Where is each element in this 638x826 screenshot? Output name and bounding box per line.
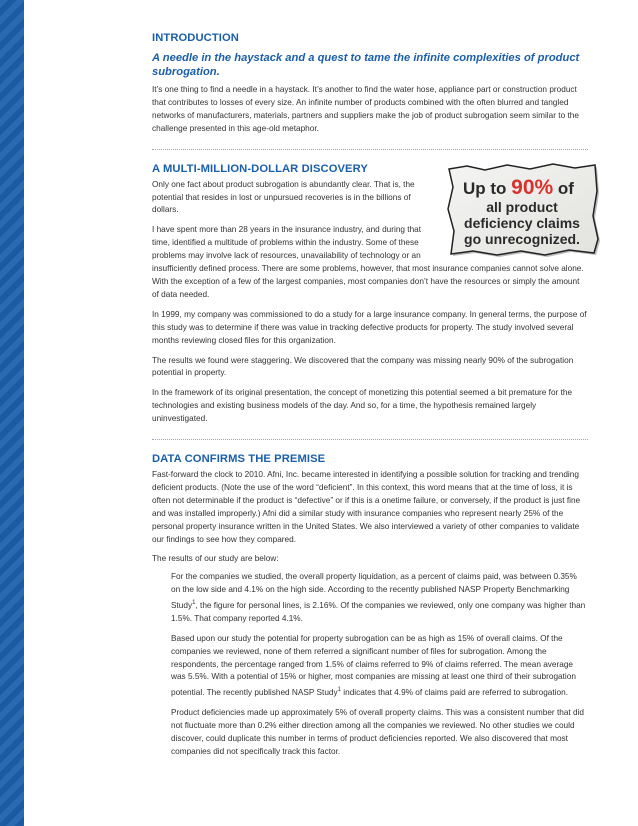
result-text: For the companies we studied, the overall property liquidation, as a percent of claims paid, was between 0.35% on the low side and 4.1% on the high side. According to the recently published NASP Property Benchmarking Study: [171, 572, 577, 610]
callout-line-2: all product: [486, 198, 558, 215]
result-item: [171, 707, 588, 759]
premise-heading: DATA CONFIRMS THE PREMISE: [152, 453, 326, 466]
section-divider: [152, 439, 588, 440]
results-list: [171, 571, 588, 758]
discovery-paragraph-1: Only one fact about product subrogation is abundantly clear. That is, the potential that resides in lost or unpursued recoveries is in the billions of dollars.: [152, 179, 415, 215]
result-text: Product deficiencies made up approximately 5% of overall property claims. This was a consistent number that did not fluctuate more than 0.2% either direction among all the companies we reviewed. No other studies we could discover, could duplicate this number in terms of product deficiencies reported. We also discovered that most companies did not specifically track this factor.: [171, 708, 585, 756]
result-text: , the figure for personal lines, is 2.16%. Of the companies we reviewed, only one company was higher than 1.5%. That company reported 4.1%.: [171, 600, 586, 623]
article-content: [152, 32, 588, 759]
result-item: [171, 633, 588, 700]
callout-percent: 90%: [511, 175, 554, 199]
discovery-paragraph-2: I have spent more than 28 years in the insurance industry, and during that time, identified a multitude of problems within the industry. Some of these problems may involve lack of resources, unavailability of technology or an insufficiently defined process. There are some problems, however, that most insurance companies cannot solve alone. With the exception of a few of the largest companies, most companies don’t have the resources or simply the amount of data needed.: [152, 225, 584, 299]
callout-up-to: Up to: [463, 178, 512, 198]
premise-paragraph-1: Fast-forward the clock to 2010. Afni, Inc. became interested in identifying a possible solution for tracking and trending deficient products. (Note the use of the word “deficient”. In this context, this word means that at the time of loss, it is often not determinable if the product is “defective” or if this is a onetime failure, or conversely, if the product is just fine and was installed improperly.) Afni did a similar study with insurance companies who represent nearly 25% of the personal property insurance written in the United States. We also interviewed a variety of other companies to validate our findings to see how they compared.: [152, 470, 581, 544]
intro-subheading: A needle in the haystack and a quest to tame the infinite complexities of product subrogation.: [152, 52, 580, 78]
footnote-ref: 1: [337, 687, 341, 694]
svg-text:Up to 90% of: [463, 176, 574, 199]
callout-line-4: go unrecognized.: [464, 230, 580, 247]
discovery-section: [152, 175, 588, 426]
discovery-paragraph-5: In the framework of its original presentation, the concept of monetizing this potential seemed a bit premature for the technologies and existing business models of the day. And so, for a time, the hypothesis remained largely uninvestigated.: [152, 388, 573, 424]
premise-paragraph-2: The results of our study are below:: [152, 554, 279, 564]
callout-of: of: [553, 178, 574, 198]
result-text: Based upon our study the potential for property subrogation can be as high as 15% of overall claims. Of the companies we reviewed, none of them referred a significant number of files for subrogation. Among the respondents, the percentage ranged from 1.5% of claims referred to 9% of claims referred. The mean average was 5.5%. With a potential of 15% or higher, most companies are missing at least one third of their subrogation potential. The recently published NASP Study: [171, 633, 576, 698]
callout-line-3: deficiency claims: [464, 214, 580, 231]
torn-paper-callout: [445, 161, 600, 257]
result-item: [171, 571, 588, 625]
discovery-paragraph-3: In 1999, my company was commissioned to do a study for a large insurance company. In general terms, the purpose of this study was to determine if there was value in tracking defective products for property. The study involved several months reviewing closed files for this organization.: [152, 309, 587, 345]
footnote-ref: 1: [192, 600, 196, 607]
discovery-paragraph-4: The results we found were staggering. We discovered that the company was missing nearly 90% of the subrogation potential in property.: [152, 355, 574, 378]
left-decorative-band: [0, 0, 24, 826]
callout-image-90-percent: [445, 161, 600, 257]
intro-paragraph: It’s one thing to find a needle in a haystack. It’s another to find the water hose, appliance part or construction product that contributes to losses of every size. An infinite number of products combined with the often blurred and tangled networks of manufacturers, materials, partners and suppliers make the job of product subrogation seem similar to the challenge presented in this age-old metaphor.: [152, 85, 579, 133]
result-text: indicates that 4.9% of claims paid are referred to subrogation.: [340, 688, 568, 698]
section-divider: [152, 149, 588, 150]
intro-heading: INTRODUCTION: [152, 32, 239, 44]
discovery-heading: A MULTI-MILLION-DOLLAR DISCOVERY: [152, 162, 368, 175]
